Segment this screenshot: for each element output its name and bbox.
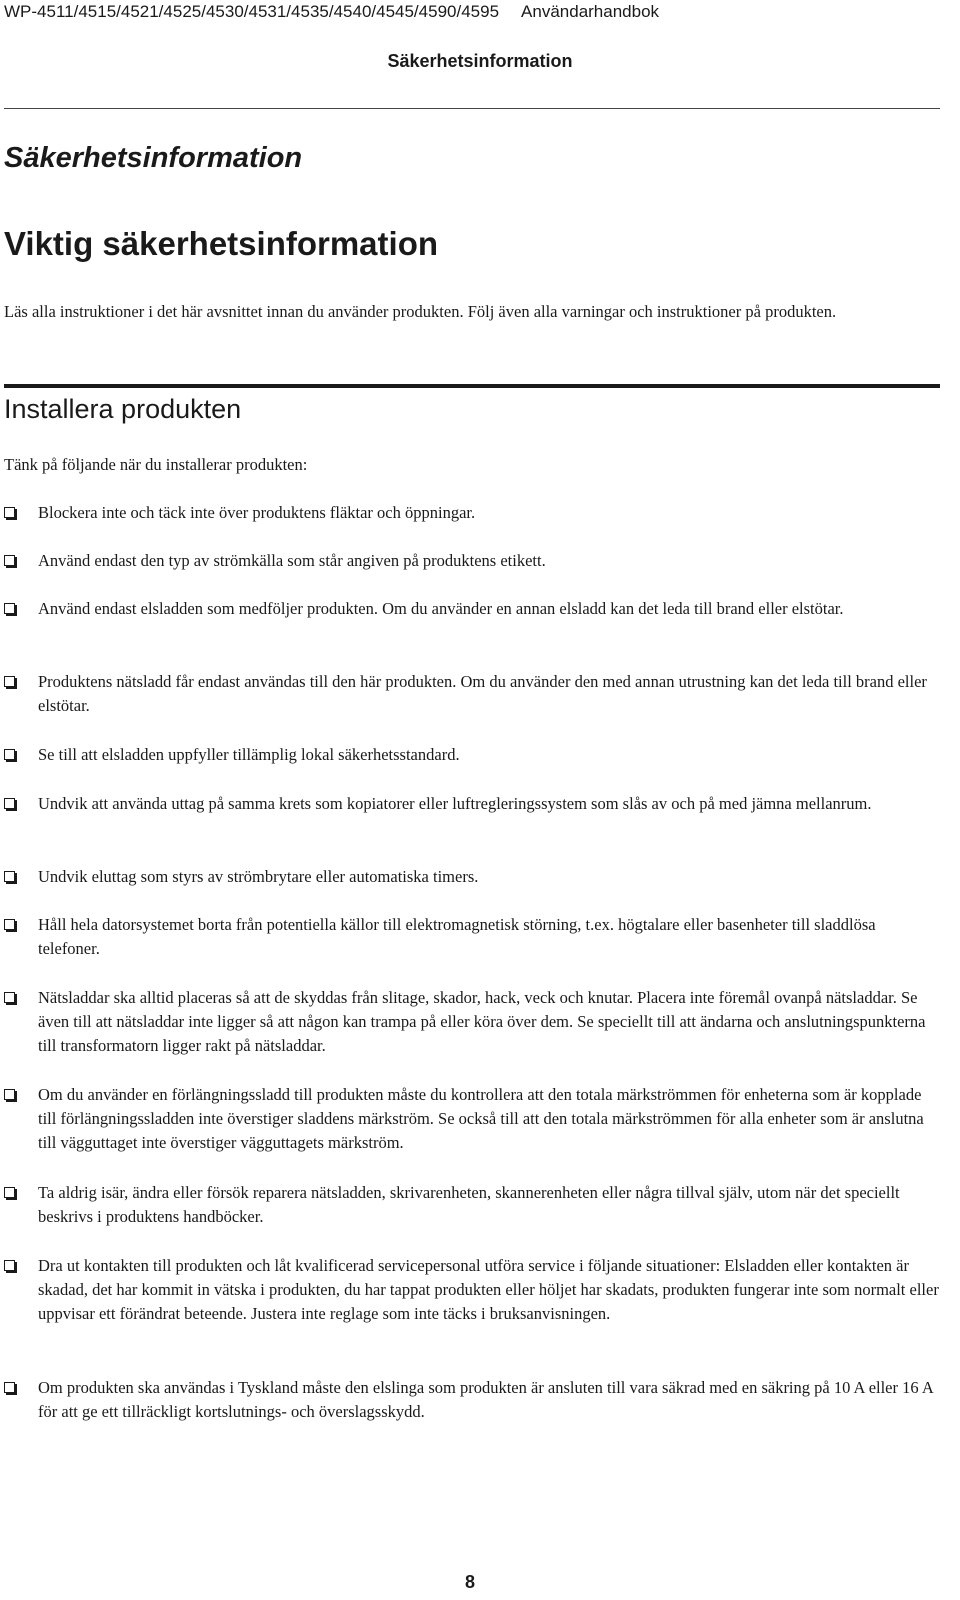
list-item-text: Dra ut kontakten till produkten och låt kvalificerad servicepersonal utföra service i följande situationer: Elsladden eller kontakten är skadad, det har kommit in vätska i produkten, du har tappat produkten eller höljet har skadats, produkten fungerar inte som normalt eller uppvisar ett förändrat beteende. Justera inte reglage som inte täcks i bruksanvisningen.: [38, 1256, 939, 1323]
list-item-text: Undvik att använda uttag på samma krets som kopiatorer eller luftregleringssystem som slås av och på med jämna mellanrum.: [38, 794, 872, 813]
checkbox-bullet-icon: [4, 555, 15, 566]
checkbox-bullet-icon: [4, 992, 15, 1003]
checkbox-bullet-icon: [4, 1187, 15, 1198]
header-model-list: WP-4511/4515/4521/4525/4530/4531/4535/4540/4545/4590/4595: [4, 2, 500, 21]
list-item-text: Håll hela datorsystemet borta från potentiella källor till elektromagnetisk störning, t.ex. högtalare eller basenheter till sladdlösa telefoner.: [38, 915, 876, 958]
header-document-name: Användarhandbok: [521, 2, 660, 21]
list-item-text: Använd endast den typ av strömkälla som står angiven på produktens etikett.: [38, 551, 546, 570]
list-item-text: Ta aldrig isär, ändra eller försök reparera nätsladden, skrivarenheten, skannerenheten eller några tillval själv, utom när det speciellt beskrivs i produktens handböcker.: [38, 1183, 900, 1226]
list-item-text: Blockera inte och täck inte över produktens fläktar och öppningar.: [38, 503, 476, 522]
list-item-text: Använd endast elsladden som medföljer produkten. Om du använder en annan elsladd kan det leda till brand eller elstötar.: [38, 599, 844, 618]
intro-paragraph: Läs alla instruktioner i det här avsnittet innan du använder produkten. Följ även alla varningar och instruktioner på produkten.: [4, 302, 837, 321]
running-header: [4, 0, 944, 24]
list-item-text: Nätsladdar ska alltid placeras så att de skyddas från slitage, skador, hack, veck och knutar. Placera inte föremål ovanpå nätsladdar. Se även till att nätsladdar inte ligger så att någon kan trampa på eller köra över dem. Se speciellt till att ändarna och anslutningspunkterna till transformatorn ligger rakt på nätsladdar.: [38, 988, 926, 1055]
header-divider: [4, 108, 940, 109]
checkbox-bullet-icon: [4, 603, 15, 614]
checkbox-bullet-icon: [4, 507, 15, 518]
list-item-text: Se till att elsladden uppfyller tillämplig lokal säkerhetsstandard.: [38, 745, 460, 764]
checkbox-bullet-icon: [4, 749, 15, 760]
checkbox-bullet-icon: [4, 798, 15, 809]
page-number: 8: [464, 1572, 475, 1592]
checkbox-bullet-icon: [4, 919, 15, 930]
checkbox-bullet-icon: [4, 1089, 15, 1100]
checkbox-bullet-icon: [4, 676, 15, 687]
heading-important-safety: Viktig säkerhetsinformation: [4, 225, 439, 262]
checkbox-bullet-icon: [4, 871, 15, 882]
header-section-label: Säkerhetsinformation: [387, 51, 573, 71]
list-item-text: Produktens nätsladd får endast användas till den här produkten. Om du använder den med annan utrustning kan det leda till brand eller elstötar.: [38, 672, 927, 715]
heading-install-product: Installera produkten: [4, 394, 242, 424]
list-item-text: Om du använder en förlängningssladd till produkten måste du kontrollera att den totala märkströmmen för enheterna som är kopplade till förlängningssladden inte överstiger sladdens märkström. Se också till att den totala märkströmmen för alla enheter som är anslutna till vägguttaget inte överstiger vägguttagets märkström.: [38, 1085, 924, 1152]
list-item-text: Om produkten ska användas i Tyskland måste den elslinga som produkten är ansluten till vara säkrad med en säkring på 10 A eller 16 A för att ge ett tillräckligt kortslutnings- och överslagsskydd.: [38, 1378, 933, 1421]
lead-paragraph: Tänk på följande när du installerar produkten:: [4, 455, 308, 474]
list-item-text: Undvik eluttag som styrs av strömbrytare eller automatiska timers.: [38, 867, 479, 886]
chapter-title: Säkerhetsinformation: [4, 142, 303, 174]
checkbox-bullet-icon: [4, 1260, 15, 1271]
section-divider: [4, 384, 940, 388]
checkbox-bullet-icon: [4, 1382, 15, 1393]
